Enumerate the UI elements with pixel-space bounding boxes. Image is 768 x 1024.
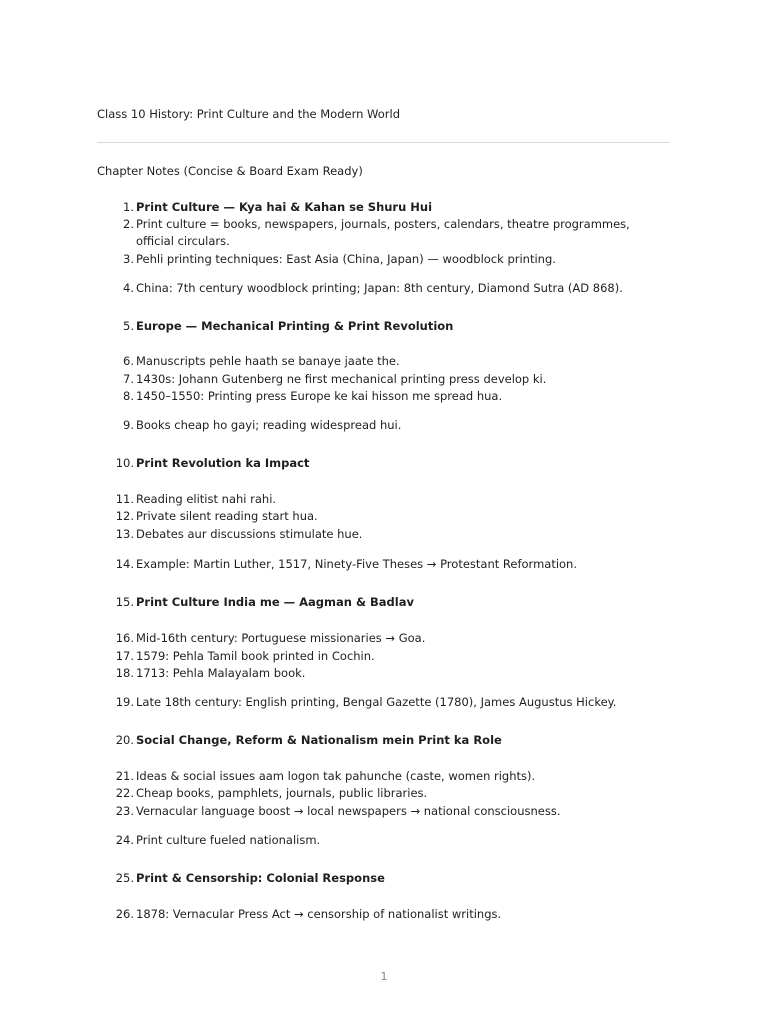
list-item-heading	[97, 455, 637, 472]
list-number: 23.	[115, 804, 134, 818]
list-text: Print culture fueled nationalism.	[136, 833, 321, 847]
page-subtitle: Chapter Notes (Concise & Board Exam Ready)	[97, 164, 363, 178]
list-text: Europe — Mechanical Printing & Print Revolution	[136, 319, 454, 333]
list-item	[97, 491, 637, 508]
list-number: 2.	[123, 217, 134, 231]
list-item	[97, 630, 637, 647]
title-divider	[97, 142, 670, 143]
page-title: Class 10 History: Print Culture and the Modern World	[97, 107, 401, 121]
list-number: 14.	[115, 557, 134, 571]
list-number: 7.	[123, 372, 134, 386]
list-text: 1713: Pehla Malayalam book.	[136, 666, 306, 680]
list-item	[97, 803, 637, 820]
list-number: 13.	[115, 527, 134, 541]
list-text: Example: Martin Luther, 1517, Ninety-Five Theses → Protestant Reformation.	[136, 557, 577, 571]
list-number: 15.	[115, 595, 134, 609]
list-text: China: 7th century woodblock printing; Japan: 8th century, Diamond Sutra (AD 868).	[136, 281, 623, 295]
list-text: Late 18th century: English printing, Bengal Gazette (1780), James Augustus Hickey.	[136, 695, 617, 709]
list-item-heading	[97, 732, 637, 749]
list-number: 11.	[115, 492, 134, 506]
list-item	[97, 280, 637, 297]
list-text: Pehli printing techniques: East Asia (China, Japan) — woodblock printing.	[136, 252, 556, 266]
list-number: 26.	[115, 907, 134, 921]
list-number: 3.	[123, 252, 134, 266]
list-item	[97, 906, 637, 923]
list-item	[97, 216, 637, 250]
list-item-heading	[97, 870, 637, 887]
list-number: 20.	[115, 733, 134, 747]
list-text: Print Culture — Kya hai & Kahan se Shuru Hui	[136, 200, 433, 214]
list-text: Print & Censorship: Colonial Response	[136, 871, 385, 885]
list-text: Print Revolution ka Impact	[136, 456, 310, 470]
list-number: 12.	[115, 509, 134, 523]
list-text: Cheap books, pamphlets, journals, public libraries.	[136, 786, 428, 800]
list-number: 19.	[115, 695, 134, 709]
list-number: 5.	[123, 319, 134, 333]
list-item-heading	[97, 594, 637, 611]
list-item	[97, 694, 637, 711]
list-number: 21.	[115, 769, 134, 783]
list-item	[97, 785, 637, 802]
list-item-heading	[97, 318, 637, 335]
list-item	[97, 388, 637, 405]
list-number: 8.	[123, 389, 134, 403]
list-item	[97, 665, 637, 682]
list-text: Print Culture India me — Aagman & Badlav	[136, 595, 414, 609]
list-number: 4.	[123, 281, 134, 295]
list-text: 1430s: Johann Gutenberg ne first mechanical printing press develop ki.	[136, 372, 547, 386]
list-text: 1579: Pehla Tamil book printed in Cochin.	[136, 649, 375, 663]
list-item	[97, 508, 637, 525]
list-text: Ideas & social issues aam logon tak pahunche (caste, women rights).	[136, 769, 536, 783]
list-number: 22.	[115, 786, 134, 800]
list-item	[97, 371, 637, 388]
list-text: Social Change, Reform & Nationalism mein Print ka Role	[136, 733, 502, 747]
list-item	[97, 556, 637, 573]
list-number: 17.	[115, 649, 134, 663]
list-text: Print culture = books, newspapers, journals, posters, calendars, theatre programmes, official circulars.	[136, 217, 630, 248]
list-number: 16.	[115, 631, 134, 645]
list-number: 1.	[123, 200, 134, 214]
list-number: 6.	[123, 354, 134, 368]
list-number: 9.	[123, 418, 134, 432]
list-item-heading	[97, 199, 637, 216]
list-text: Mid-16th century: Portuguese missionaries → Goa.	[136, 631, 426, 645]
list-number: 10.	[115, 456, 134, 470]
list-number: 24.	[115, 833, 134, 847]
list-number: 25.	[115, 871, 134, 885]
list-item	[97, 648, 637, 665]
page-number: 1	[380, 970, 388, 983]
list-text: Private silent reading start hua.	[136, 509, 318, 523]
list-text: 1878: Vernacular Press Act → censorship of nationalist writings.	[136, 907, 502, 921]
list-text: Books cheap ho gayi; reading widespread hui.	[136, 418, 402, 432]
list-text: Manuscripts pehle haath se banaye jaate the.	[136, 354, 400, 368]
list-number: 18.	[115, 666, 134, 680]
list-item	[97, 832, 637, 849]
list-item	[97, 526, 637, 543]
list-text: Vernacular language boost → local newspapers → national consciousness.	[136, 804, 561, 818]
list-item	[97, 417, 637, 434]
list-text: Reading elitist nahi rahi.	[136, 492, 277, 506]
list-text: Debates aur discussions stimulate hue.	[136, 527, 363, 541]
list-text: 1450–1550: Printing press Europe ke kai hisson me spread hua.	[136, 389, 503, 403]
list-item	[97, 768, 637, 785]
list-item	[97, 251, 637, 268]
list-item	[97, 353, 637, 370]
